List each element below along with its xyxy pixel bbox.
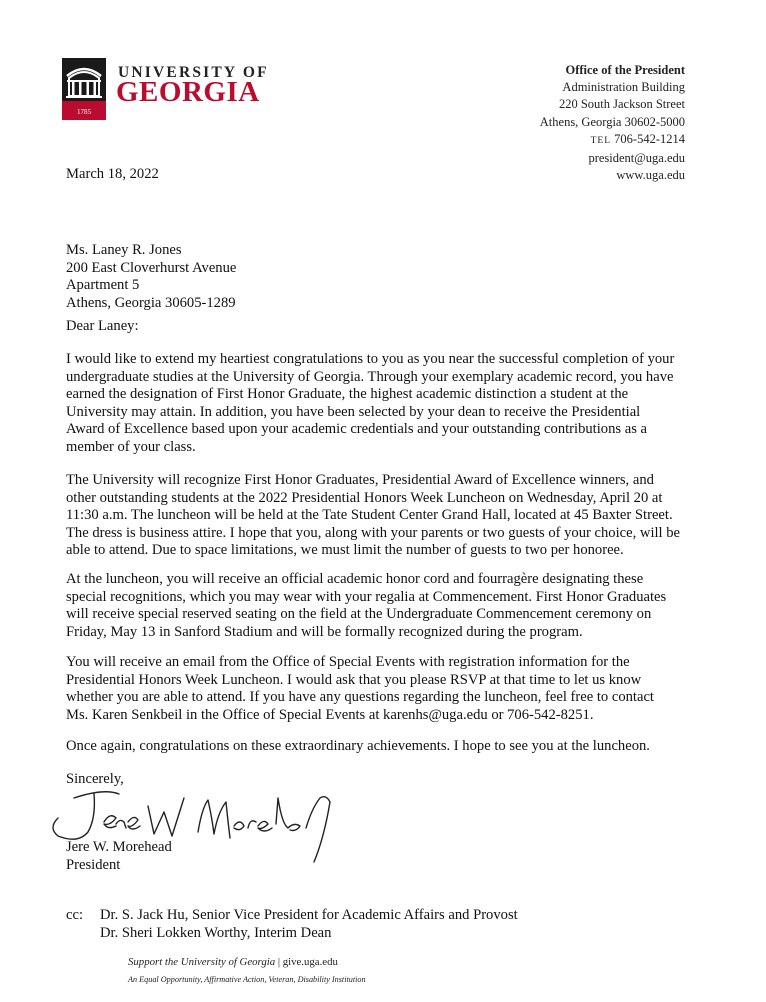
paragraph-line: At the luncheon, you will receive an official academic honor cord and fourragère designating these [66,571,644,587]
arch-logo-icon [62,58,106,120]
tel-label: TEL [590,135,612,146]
logo-georgia: GEORGIA [116,76,260,108]
paragraph-line: Award of Excellence based upon your academic credentials and your outstanding contributions as a [66,421,647,438]
footer-support [128,956,338,968]
paragraph-1 [66,351,711,457]
paragraph-2 [66,472,711,560]
paragraph-5 [66,738,711,756]
letterhead-street: 220 South Jackson Street [558,97,685,112]
recipient-city: Athens, Georgia 30605-1289 [66,294,236,311]
footer-eeo: An Equal Opportunity, Affirmative Action, Veteran, Disability Institution [128,975,366,984]
recipient-name: Ms. Laney R. Jones [66,242,182,258]
footer-separator: | [277,956,281,968]
letterhead-email: president@uga.edu [588,151,685,166]
signer-block [66,839,172,874]
paragraph-line: undergraduate studies at the University of Georgia. Through your exemplary academic record, you have [66,368,674,385]
footer-give-link[interactable]: give.uga.edu [282,956,338,968]
logo-university-of: UNIVERSITY OF [118,64,269,81]
uga-logo [62,58,269,120]
paragraph-line: Once again, congratulations on these extraordinary achievements. I hope to see you at the luncheon. [66,738,650,754]
paragraph-4 [66,654,711,724]
paragraph-line: You will receive an email from the Office of Special Events with registration information for the [66,654,630,670]
paragraph-line: able to attend. Due to space limitations, we must limit the number of guests to two per honoree. [66,542,624,559]
paragraph-line: member of your class. [66,438,196,455]
letterhead-building: Administration Building [562,80,685,95]
paragraph-line: Ms. Karen Senkbeil in the Office of Special Events at karenhs@uga.edu or 706-542-8251. [66,706,594,723]
salutation: Dear Laney: [66,318,139,334]
letterhead-web: www.uga.edu [616,168,685,183]
paragraph-line: earned the designation of First Honor Graduate, the highest academic distinction a student at the [66,386,629,403]
logo-year: 1785 [77,108,91,116]
letterhead-phone [540,131,685,150]
letterhead-city: Athens, Georgia 30602-5000 [539,114,685,129]
paragraph-line: will receive special reserved seating on the field at the Undergraduate Commencement ceremony on [66,606,652,623]
closing: Sincerely, [66,771,124,787]
paragraph-line: 11:30 a.m. The luncheon will be held at the Tate Student Center Grand Hall, located at 45 Baxter Street. [66,507,673,524]
paragraph-line: University may attain. In addition, you have been selected by your dean to receive the Presidential [66,403,641,420]
paragraph-line: Presidential Honors Week Luncheon. I would ask that you please RSVP at that time to let us know [66,671,642,688]
cc-recipient-2: Dr. Sheri Lokken Worthy, Interim Dean [100,924,332,941]
paragraph-line: whether you are able to attend. If you have any questions regarding the luncheon, feel free to contact [66,689,654,706]
letter-date: March 18, 2022 [66,166,159,182]
paragraph-line: The dress is business attire. I hope that you, along with your parents or two guests of your choice, will be [66,524,681,541]
letterhead-office: Office of the President [565,63,685,77]
paragraph-line: other outstanding students at the 2022 Presidential Honors Week Luncheon on Wednesday, April 20 at [66,489,663,506]
paragraph-line: The University will recognize First Honor Graduates, Presidential Award of Excellence winners, and [66,472,654,488]
recipient-street: 200 East Cloverhurst Avenue [66,259,237,276]
letterhead [540,62,685,184]
paragraph-line: Friday, May 13 in Sanford Stadium and will be formally recognized during the program. [66,623,583,640]
recipient-unit: Apartment 5 [66,277,140,294]
recipient-address [66,242,236,312]
footer-support-text: Support the University of Georgia [128,956,276,968]
tel-number: 706-542-1214 [614,131,685,146]
paragraph-line: special recognitions, which you may wear with your regalia at Commencement. First Honor Graduates [66,588,667,605]
signer-name: Jere W. Morehead [66,839,172,855]
paragraph-3 [66,571,711,641]
paragraph-line: I would like to extend my heartiest congratulations to you as you near the successful completion of your [66,351,675,367]
signer-title: President [66,856,121,873]
cc-label: cc: [66,907,84,923]
cc-recipient-1: Dr. S. Jack Hu, Senior Vice President for Academic Affairs and Provost [100,907,518,923]
